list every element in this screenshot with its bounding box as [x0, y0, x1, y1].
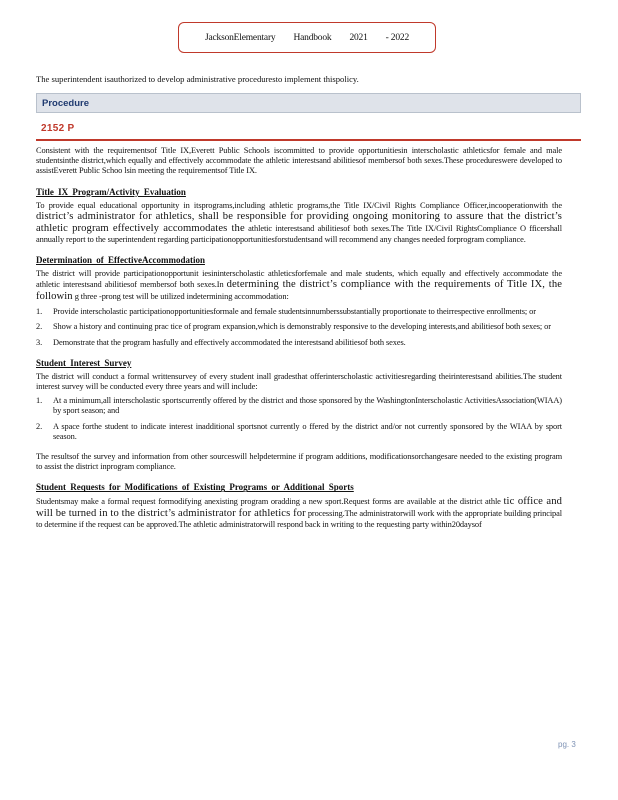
determination-text-c: g three -prong test will be utilized indetermining accommodation: — [74, 292, 289, 302]
list-number: 1. — [36, 307, 43, 317]
procedure-label: Procedure — [42, 98, 89, 109]
page-number: pg. 3 — [558, 740, 576, 749]
list-text: Demonstrate that the program hasfully and effectively accommodated the interestsand abilitiesof both sexes. — [53, 337, 406, 347]
determination-text-b: determining the district’s compliance with the requirements of Title IX, the followin — [36, 279, 563, 303]
evaluation-text-a: To provide equal educational opportunity in itsprograms,including athletic programs,the Title IX/Civil Rights Compliance Officer,incooperationwith the — [36, 200, 562, 210]
list-item — [36, 322, 562, 332]
list-number: 2. — [36, 421, 43, 431]
year-start: 2021 — [349, 32, 368, 43]
section-divider — [36, 139, 581, 141]
requests-paragraph — [36, 496, 562, 530]
list-item — [36, 396, 562, 416]
determination-paragraph — [36, 269, 562, 303]
section-heading-requests: Student Requests for Modifications of Existing Programs or Additional Sports — [36, 482, 354, 493]
list-text: Show a history and continuing prac tice of program expansion,which is demonstrably responsive to the developing interests,and abilitiesof both sexes; or — [53, 322, 551, 332]
policy-content — [36, 146, 562, 533]
consistency-paragraph: Consistent with the requirementsof Title IX,Everett Public Schools iscommitted to provide opportunitiesin interscholastic athleticsfor female and male studentsinthe district,which equally and effectively accommodate the athletic interestsand abilitiesof membersof both sexes.These procedureswere developed to assistEverett Public Schoo lsin meeting the requirementsof Title IX. — [36, 146, 562, 176]
list-item — [36, 338, 562, 348]
survey-items-list — [36, 396, 562, 442]
document-header — [178, 22, 436, 53]
section-heading-evaluation: Title IX Program/Activity Evaluation — [36, 186, 186, 197]
procedure-bar — [36, 93, 581, 113]
survey-paragraph: The district will conduct a formal writtensurvey of every student inall gradesthat offerinterscholastic activitiesregarding theirinterestsand abilities.The student interest survey will be conducted every three years and will include: — [36, 371, 562, 392]
list-item — [36, 307, 562, 317]
section-heading-determination: Determination of EffectiveAccommodation — [36, 255, 205, 266]
evaluation-text-b: district’s administrator for athletics, shall be responsible for providing ongoing monitoring to assure that the district’s athletic program effectively accommodates the — [36, 210, 562, 234]
list-number: 1. — [36, 396, 43, 406]
list-number: 3. — [36, 337, 43, 347]
document-type: Handbook — [293, 32, 332, 43]
requests-text-a: Studentsmay make a formal request formodifying anexisting program oradding a new sport.Request forms are available at the district athle — [36, 497, 501, 507]
school-name: JacksonElementary — [205, 32, 276, 43]
accommodation-test-list — [36, 307, 562, 348]
list-number: 2. — [36, 322, 43, 332]
list-text: A space forthe student to indicate interest inadditional sportsnot currently o ffered by the district and/or not currently sponsored by the WIAA by sport season. — [53, 421, 562, 441]
list-text: At a minimum,all interscholastic sportscurrently offered by the district and those sponsored by the WashingtonInterscholastic ActivitiesAssociation(WIAA) by sport season; and — [53, 396, 562, 416]
survey-results-paragraph: The resultsof the survey and information from other sourceswill helpdetermine if program additions, modificationsorchangesare needed to the existing program to assist the district inprogram compliance. — [36, 452, 562, 472]
evaluation-paragraph — [36, 201, 562, 245]
requests-text-b: tic office and will be turned in to the district’s administrator for athletics for — [36, 496, 563, 520]
section-heading-survey: Student Interest Survey — [36, 357, 132, 368]
policy-number: 2152 P — [41, 123, 75, 134]
list-item — [36, 422, 562, 442]
intro-line: The superintendent isauthorized to develop administrative proceduresto implement thispolicy. — [36, 74, 359, 84]
determination-text-a: The district will provide participationopportunit iesininterscholastic athleticsforfemale and male students, which equally and effectively accommodate the athletic interestsand abilitiesof membersof both sexes.In — [36, 269, 562, 290]
evaluation-text-c: athletic interestsand abilitiesof both sexes.The Title IX/Civil RightsCompliance O fficershall annually report to the superintendent regarding participationopportunitiesforstudentsand will recommend any changes needed forprogram compliance. — [36, 223, 562, 244]
year-end: - 2022 — [385, 32, 409, 43]
requests-text-c: processing.The administratorwill work with the appropriate building principal to determine if the request can be approved.The athletic administratorwill respond back in writing to the requesting party within20daysof — [36, 509, 562, 530]
list-text: Provide interscholastic participationopportunitiesformale and female studentsinnumberssubstantially proportionate to theirrespective enrollments; or — [53, 307, 536, 317]
